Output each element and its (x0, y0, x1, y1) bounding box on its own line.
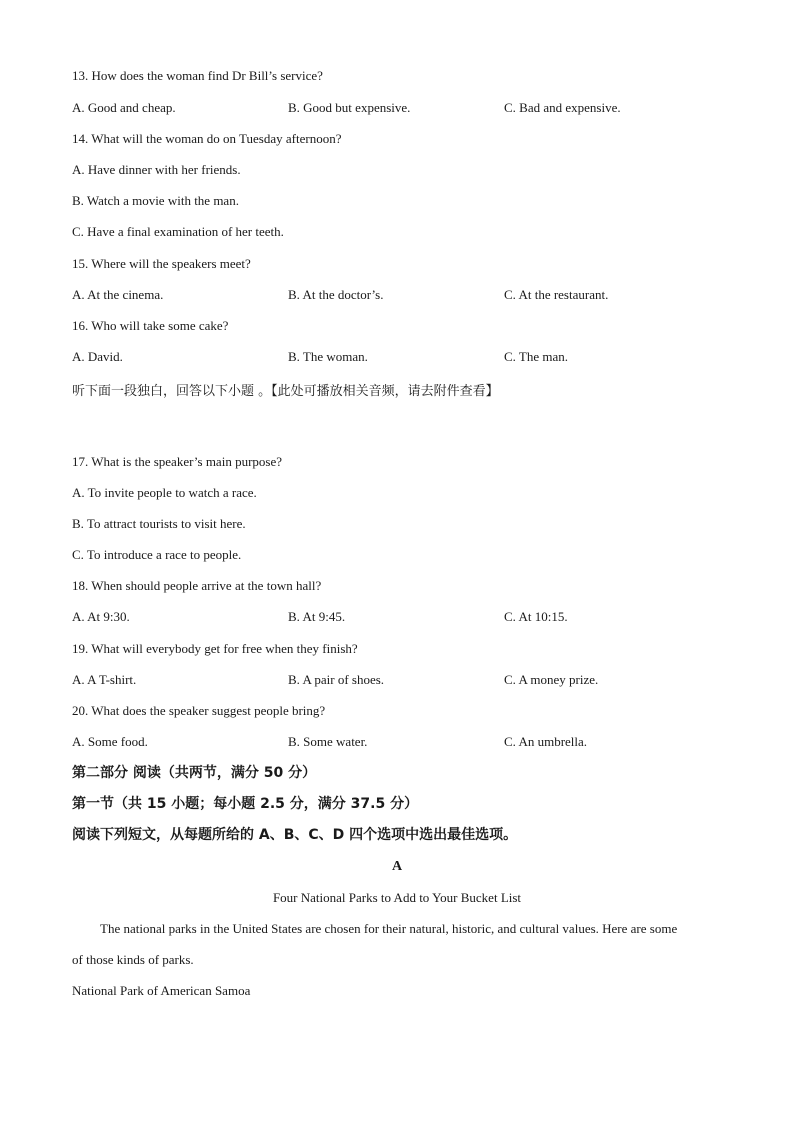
option-a: A. Some food. (72, 734, 148, 749)
option-b: B. The woman. (288, 349, 368, 364)
option-a: A. A T-shirt. (72, 672, 137, 687)
option-b: B. A pair of shoes. (288, 672, 385, 687)
option-c: C. Bad and expensive. (504, 100, 621, 115)
option-a: A. Have dinner with her friends. (72, 162, 241, 177)
option-c: C. At 10:15. (504, 609, 568, 624)
option-b: B. Some water. (288, 734, 368, 749)
option-a: A. Good and cheap. (72, 100, 176, 115)
question-15-options (72, 287, 609, 303)
option-b: B. Watch a movie with the man. (72, 193, 239, 208)
question-16-options (72, 349, 569, 365)
question-14: 14. What will the woman do on Tuesday afternoon? (72, 131, 342, 146)
question-13: 13. How does the woman find Dr Bill’s service? (72, 68, 323, 83)
option-b: B. At 9:45. (288, 609, 346, 624)
question-15: 15. Where will the speakers meet? (72, 256, 251, 271)
option-c: C. Have a final examination of her teeth. (72, 224, 284, 239)
question-18: 18. When should people arrive at the town hall? (72, 578, 322, 593)
question-19-options (72, 672, 599, 688)
option-c: C. An umbrella. (504, 734, 588, 749)
passage-title: Four National Parks to Add to Your Bucket List (272, 890, 522, 905)
monologue-instruction: 听下面一段独白，回答以下小题 。【此处可播放相关音频，请去附件查看】 (72, 384, 499, 399)
option-a: A. David. (72, 349, 123, 364)
section-one-heading: 第一节（共 15 小题；每小题 2.5 分，满分 37.5 分） (72, 796, 419, 812)
option-c: C. A money prize. (504, 672, 599, 687)
option-b: B. To attract tourists to visit here. (72, 516, 246, 531)
question-16: 16. Who will take some cake? (72, 318, 229, 333)
reading-instruction: 阅读下列短文，从每题所给的 A、B、C、D 四个选项中选出最佳选项。 (72, 827, 518, 843)
question-18-options (72, 609, 568, 625)
option-b: B. At the doctor’s. (288, 287, 384, 302)
option-a: A. To invite people to watch a race. (72, 485, 257, 500)
question-13-options (72, 100, 621, 116)
park-heading: National Park of American Samoa (72, 983, 251, 998)
option-b: B. Good but expensive. (288, 100, 411, 115)
passage-intro-line-2: of those kinds of parks. (72, 952, 194, 967)
option-a: A. At 9:30. (72, 609, 130, 624)
passage-intro-line-1: The national parks in the United States are chosen for their natural, historic, and cultural values. Here are some (100, 921, 678, 936)
option-c: C. To introduce a race to people. (72, 547, 242, 562)
question-19: 19. What will everybody get for free when they finish? (72, 641, 358, 656)
part-two-heading: 第二部分 阅读（共两节，满分 50 分） (72, 765, 317, 781)
option-c: C. At the restaurant. (504, 287, 609, 302)
question-20: 20. What does the speaker suggest people bring? (72, 703, 326, 718)
passage-label: A (391, 859, 403, 874)
option-a: A. At the cinema. (72, 287, 164, 302)
question-17: 17. What is the speaker’s main purpose? (72, 454, 282, 469)
option-c: C. The man. (504, 349, 569, 364)
question-20-options (72, 734, 588, 750)
